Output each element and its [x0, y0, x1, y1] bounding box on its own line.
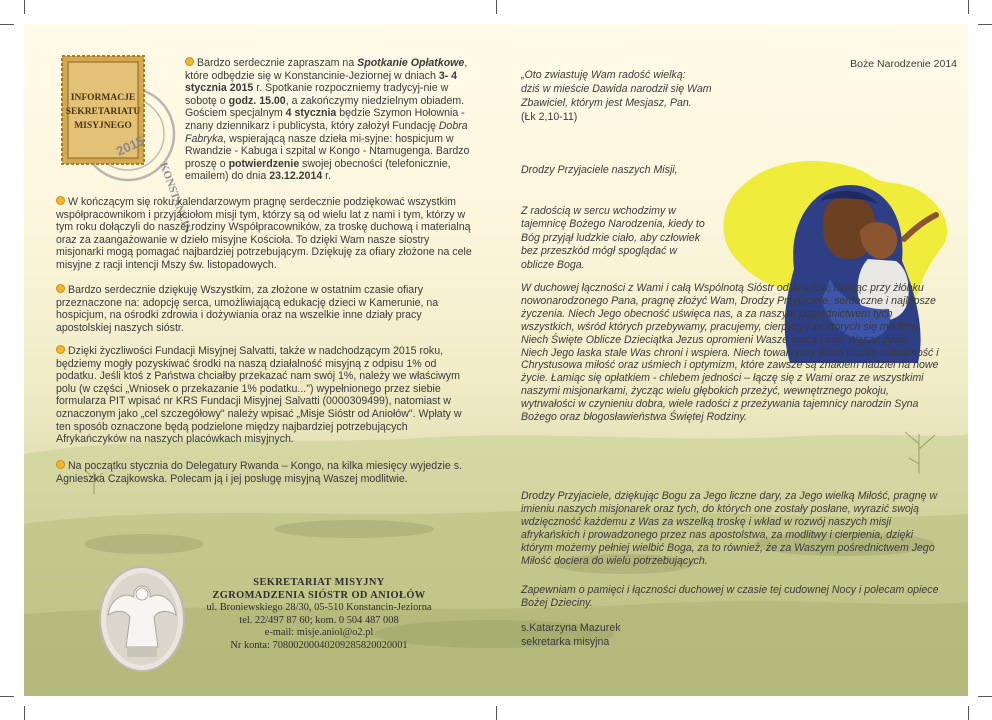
- scripture-reference: (Łk 2,10-11): [521, 111, 578, 123]
- date-header: Boże Narodzenie 2014: [850, 58, 957, 70]
- footer-account: Nr konta: 70800200040209285820020001: [230, 639, 408, 651]
- paragraph-thanks-offerings: Bardzo serdecznie dziękuję Wszystkim, za złożone w ostatnim czasie ofiary przeznaczone na: adopcję serca, umożliwiającą edukację dzieci w Kamerunie, na hospicjum, na ośrodki zdrowia i dożywiania oraz na wszelkie inne działy pracy apostolskiej naszych sióstr.: [56, 284, 439, 334]
- paragraph-one-percent: Dzięki życzliwości Fundacji Misyjnej Salvatti, także w nadchodzącym 2015 roku, będziemy mogły pozyskiwać środki na naszą działalność misyjną z odpisu 1% od podatku. Jeśli ktoś z Państwa chciałby przekazać nam swój 1%, należy we właściwym polu (w części „Wniosek o przekazanie 1% podatku...") wypełnionego przez siebie formularza PIT wpisać nr KRS Fundacji Misyjnej Salvatti (0000309499), natomiast w oznaczonym jako „cel szczegółowy" należy wpisać „Misje Sióstr od Aniołów". Wpłaty w ten sposób oznaczone będą podzielone między najbardziej potrzebujących Afrykańczyków na naszych placówkach misyjnych.: [56, 345, 462, 446]
- stamp-label-line: INFORMACJE: [70, 93, 136, 103]
- bullet-icon: [56, 196, 65, 205]
- bullet-icon: [56, 345, 65, 354]
- paragraph-invitation: Bardzo serdecznie zapraszam na Spotkanie Opłatkowe, które odbędzie się w Konstancinie-Jeziornej w dniach 3- 4 stycznia 2015 r. Spotkanie rozpoczniemy tradycyj-nie w sobotę o godz. 15.00, a zakończymy niedzielnym obiadem. Gościem specjalnym 4 stycznia będzie Szymon Hołownia - znany dziennikarz i publicysta, który założył Fundację Dobra Fabryka, wspierającą nasze dzieła mi-syjne: hospicjum w Rwandzie - Kabuga i szpital w Kongo - Ntamugenga. Bardzo proszę o potwierdzenie swojej obecności (telefonicznie, emailem) do dnia 23.12.2014 r.: [185, 57, 470, 183]
- fold-mark: [496, 706, 497, 720]
- fold-mark: [496, 0, 497, 14]
- stamp-graphic: [60, 54, 194, 235]
- bullet-icon: [185, 57, 194, 66]
- footer-title: SEKRETARIAT MISYJNY: [253, 577, 385, 588]
- scripture-quote: „Oto zwiastuję Wam radość wielką: dziś w mieście Dawida narodził się Wam Zbawiciel, którym jest Mesjasz, Pan. (Łk 2,10-11): [521, 68, 751, 124]
- stamp-postmark-text: KONSTANCIN: [157, 160, 194, 235]
- crop-mark: [968, 706, 969, 720]
- stamp-label-line: MISYJNEGO: [74, 121, 132, 131]
- crop-mark: [24, 0, 25, 14]
- stamp-label-line: SEKRETARIATU: [65, 107, 141, 117]
- footer-subtitle: ZGROMADZENIA SIÓSTR OD ANIOŁÓW: [212, 589, 426, 601]
- letter-paragraph: Z radością w sercu wchodzimy w tajemnicę Bożego Narodzenia, kiedy to Bóg przyjął ludzkie ciało, aby człowiek bez przeszkód mógł spoglądać w oblicze Boga.: [521, 205, 705, 271]
- stamp-year: 2015: [113, 133, 147, 159]
- crop-mark: [978, 696, 992, 697]
- crop-mark: [0, 24, 14, 25]
- crop-mark: [0, 696, 14, 697]
- crop-mark: [24, 706, 25, 720]
- crop-mark: [978, 24, 992, 25]
- footer-address: ul. Broniewskiego 28/30, 05-510 Konstancin-Jeziorna: [206, 602, 432, 614]
- paragraph-thanks-year: W kończącym się roku kalendarzowym pragnę serdecznie podziękować wszystkim współpracownikom i przyjaciołom misji tym, którzy są od wielu lat z nami i tym, którzy w tym roku dołączyli do naszej rodziny Współpracowników, za troskę duchową i materialną oraz za zaangażowanie w dzieło misyjne Kościoła. To dzięki Wam nasze siostry misjonarki mogą pomagać najbardziej potrzebującym. Dziękuję za ofiary złożone na cele misyjne z racji intencji Mszy św. listopadowych.: [56, 196, 472, 271]
- footer-email[interactable]: e-mail: misje.aniol@o2.pl: [264, 627, 374, 639]
- secretariat-address-block: [184, 577, 454, 653]
- crop-mark: [968, 0, 969, 14]
- footer-phone: tel. 22/497 87 60; kom. 0 504 487 008: [239, 614, 399, 626]
- bullet-icon: [56, 284, 65, 293]
- angel-medallion-image: [97, 564, 187, 674]
- letter-paragraph: Drodzy Przyjaciele, dziękując Bogu za Jego liczne dary, za Jego wielką Miłość, pragnę w imieniu naszych misjonarek oraz tych, do których one zostały posłane, wyrazić swoją wdzięczność każdemu z Was za wszelką troskę i wkład w rozwój naszych misji afrykańskich i prowadzonego przez nas apostolstwa, za modlitwy i cierpienia, dzięki którym możemy pełniej wielbić Boga, za to również, że za Waszym pośrednictwem Jego Miłość dociera do wielu potrzebujących.: [521, 490, 938, 567]
- bullet-icon: [56, 460, 65, 469]
- letter-paragraph: W duchowej łączności z Wami i całą Wspólnotą Sióstr od Aniołów, trwając przy żłóbku nowonarodzonego Pana, pragnę złożyć Wam, Drodzy Przyjaciele, serdeczne i najlepsze życzenia. Niech Jego obecność uświęca nas, a za naszym pośrednictwem tych wszystkich, wśród których przebywamy, pracujemy, cierpimy i za których się modlimy. Niech Święte Oblicze Dzieciątka Jezus opromieni Wasze serca i całe Wasze życie. Niech Jego łaska stale Was chroni i wspiera. Niech towarzyszy Wam ludzka solidarność i Chrystusowa miłość oraz uśmiech i optymizm, które zawsze są znakiem nadziei na nowe życie. Łamiąc się opłatkiem - chlebem jedności – łączę się z Wami oraz ze wszystkimi naszymi misjonarkami, życząc wielu głębokich przeżyć, wewnętrznego pokoju, wytrwałości w czynieniu dobra, wiele radości z przeżywania tajemnicy narodzin Syna Bożego oraz błogosławieństwa Świętej Rodziny.: [521, 282, 939, 424]
- signature-title: sekretarka misyjna: [521, 636, 610, 648]
- salutation: Drodzy Przyjaciele naszych Misji,: [521, 164, 678, 176]
- signature-name: s.Katarzyna Mazurek: [521, 622, 621, 634]
- letter-paragraph: Zapewniam o pamięci i łączności duchowej w czasie tej cudownej Nocy i polecam opiece Bożej Dzieciny.: [521, 584, 939, 609]
- signature-block: [521, 621, 621, 649]
- leaflet-sheet: [24, 24, 968, 696]
- paragraph-departure: Na początku stycznia do Delegatury Rwanda – Kongo, na kilka miesięcy wyjedzie s. Agnieszka Czajkowska. Polecam ją i jej posługę misyjną Waszej modlitwie.: [56, 460, 462, 485]
